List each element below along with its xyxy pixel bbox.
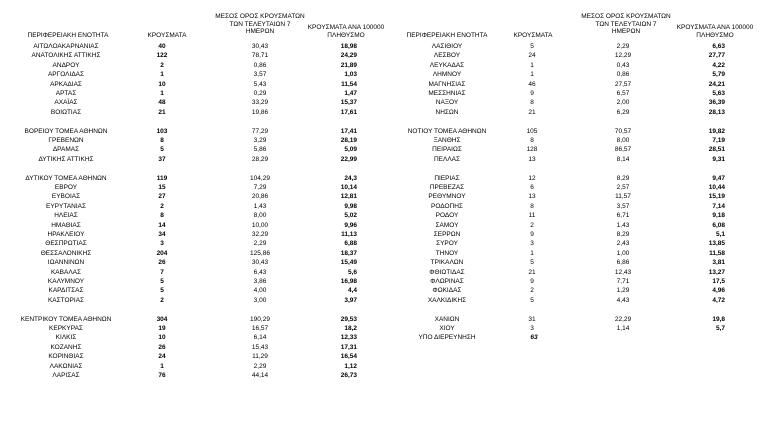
right-region-name: ΡΕΘΥΜΝΟΥ — [428, 193, 466, 201]
left-cases-value: 5 — [160, 287, 164, 295]
left-cases-value: 1 — [160, 90, 164, 97]
left-avg7-value: 7,29 — [253, 184, 267, 191]
left-header-region: ΠΕΡΙΦΕΡΕΙΑΚΗ ΕΝΟΤΗΤΑ — [27, 32, 109, 39]
left-avg7-value: 4,00 — [253, 287, 267, 295]
right-region-name: ΤΡΙΚΑΛΩΝ — [430, 259, 464, 267]
left-cases-value: 8 — [160, 212, 164, 220]
right-cases-value: 105 — [526, 127, 538, 135]
right-per100k-value: 11,58 — [709, 249, 725, 257]
left-avg7-value: 104,29 — [250, 174, 270, 182]
right-cases-value: 5 — [530, 296, 534, 304]
left-per100k-value: 18,98 — [340, 43, 357, 50]
left-region-name: ΑΡΤΑΣ — [55, 90, 77, 97]
left-avg7-value: 32,29 — [251, 231, 269, 238]
left-avg7-value: 20,86 — [251, 193, 269, 201]
left-per100k-value: 5,02 — [344, 212, 357, 220]
left-avg7-value: 33,29 — [251, 99, 269, 107]
right-per100k-value: 28,13 — [708, 108, 725, 116]
right-region-name: ΠΕΙΡΑΙΩΣ — [432, 146, 462, 154]
right-cases-value: 1 — [530, 249, 534, 257]
right-cases-value: 5 — [530, 259, 534, 267]
right-header-region: ΠΕΡΙΦΕΡΕΙΑΚΗ ΕΝΟΤΗΤΑ — [406, 32, 488, 39]
left-per100k-value: 1,03 — [344, 71, 357, 79]
right-cases-value: 21 — [528, 268, 536, 276]
left-cases-value: 204 — [156, 249, 168, 257]
left-region-name: ΕΒΡΟΥ — [54, 184, 78, 191]
left-cases-value: 15 — [158, 184, 166, 191]
left-avg7-value: 44,14 — [251, 372, 269, 379]
right-cases-value: 2 — [530, 221, 534, 229]
right-avg7-value: 8,29 — [616, 174, 630, 182]
left-per100k-value: 1,47 — [344, 90, 357, 97]
left-per100k-value: 16,54 — [340, 353, 357, 361]
left-avg7-value: 1,43 — [253, 202, 267, 210]
right-per100k-value: 24,21 — [708, 80, 725, 88]
left-cases-value: 122 — [156, 52, 168, 60]
right-avg7-value: 12,29 — [614, 52, 632, 60]
left-cases-value: 34 — [158, 231, 166, 238]
right-cases-value: 24 — [528, 52, 536, 60]
left-cases-value: 24 — [158, 353, 166, 361]
right-region-name: ΝΑΞΟΥ — [435, 99, 459, 107]
right-per100k-value: 27,77 — [708, 52, 725, 60]
left-region-name: ΚΟΡΙΝΘΙΑΣ — [48, 353, 84, 361]
right-region-name: ΣΥΡΟΥ — [436, 240, 458, 248]
right-cases-value: 63 — [530, 334, 538, 342]
right-region-name: ΤΗΝΟΥ — [435, 249, 459, 257]
right-avg7-value: 70,57 — [614, 127, 632, 135]
right-avg7-value: 8,14 — [616, 155, 630, 163]
right-avg7-value: 3,57 — [616, 202, 630, 210]
right-region-name: ΠΕΛΛΑΣ — [433, 155, 461, 163]
left-cases-value: 5 — [160, 278, 164, 285]
right-per100k-value: 4,96 — [712, 287, 725, 295]
right-region-name: ΦΛΩΡΙΝΑΣ — [430, 278, 464, 285]
left-cases-value: 304 — [156, 315, 168, 323]
right-avg7-value: 2,29 — [616, 43, 630, 50]
left-cases-value: 48 — [158, 99, 166, 107]
right-cases-value: 9 — [530, 231, 534, 238]
left-cases-value: 37 — [158, 155, 166, 163]
right-region-name: ΝΟΤΙΟΥ ΤΟΜΕΑ ΑΘΗΝΩΝ — [407, 127, 487, 135]
left-cases-value: 1 — [160, 71, 164, 79]
right-avg7-value: 7,71 — [616, 278, 630, 285]
right-per100k-value: 9,18 — [712, 212, 725, 220]
right-region-name: ΡΟΔΟΥ — [435, 212, 459, 220]
right-avg7-value: 22,29 — [614, 315, 632, 323]
right-cases-value: 9 — [530, 278, 534, 285]
left-region-name: ΚΑΛΥΜΝΟΥ — [47, 278, 85, 285]
right-avg7-value: 1,14 — [616, 325, 630, 332]
right-per100k-value: 3,81 — [712, 259, 725, 267]
left-header-cases: ΚΡΟΥΣΜΑΤΑ — [147, 32, 187, 39]
right-per100k-value: 5,79 — [712, 71, 725, 79]
right-avg7-value: 2,43 — [616, 240, 630, 248]
right-cases-value: 46 — [528, 80, 536, 88]
left-cases-value: 14 — [158, 221, 166, 229]
right-per100k-value: 13,85 — [708, 240, 725, 248]
left-per100k-value: 21,89 — [340, 61, 357, 69]
left-region-name: ΕΥΒΟΙΑΣ — [51, 193, 81, 201]
right-per100k-value: 13,27 — [708, 268, 725, 276]
left-per100k-value: 17,31 — [340, 343, 357, 351]
right-region-name: ΛΑΣΙΘΙΟΥ — [431, 43, 463, 50]
right-region-name: ΦΩΚΙΔΑΣ — [432, 287, 462, 295]
left-header-per100k — [296, 24, 396, 39]
left-per100k-value: 9,98 — [344, 202, 357, 210]
left-region-name: ΕΥΡΥΤΑΝΙΑΣ — [45, 202, 87, 210]
right-per100k-value: 36,39 — [708, 99, 725, 107]
left-per100k-value: 6,88 — [344, 240, 357, 248]
left-avg7-value: 11,29 — [252, 353, 268, 361]
right-avg7-value: 6,57 — [616, 90, 630, 97]
right-header-per100k-line2: ΠΛΗΘΥΣΜΟ — [696, 31, 734, 39]
right-cases-value: 8 — [530, 137, 534, 144]
right-cases-value: 5 — [530, 43, 534, 50]
right-per100k-value: 15,19 — [708, 193, 725, 201]
right-cases-value: 6 — [530, 184, 534, 191]
left-region-name: ΗΜΑΘΙΑΣ — [51, 221, 81, 229]
left-region-name: ΘΕΣΣΑΛΟΝΙΚΗΣ — [40, 249, 92, 257]
right-avg7-value: 4,43 — [616, 296, 630, 304]
right-region-name: ΧΑΛΚΙΔΙΚΗΣ — [427, 296, 467, 304]
left-avg7-value: 3,57 — [253, 71, 267, 79]
left-cases-value: 19 — [158, 325, 166, 332]
left-per100k-value: 1,12 — [344, 362, 357, 370]
left-per100k-value: 11,13 — [341, 231, 357, 238]
left-avg7-value: 5,86 — [253, 146, 267, 154]
left-cases-value: 26 — [158, 259, 166, 267]
right-cases-value: 13 — [528, 155, 536, 163]
right-region-name: ΛΕΣΒΟΥ — [433, 52, 461, 60]
right-cases-value: 1 — [530, 61, 534, 69]
right-region-name: ΜΕΣΣΗΝΙΑΣ — [428, 90, 466, 97]
right-avg7-value: 6,86 — [616, 259, 630, 267]
right-avg7-value: 27,57 — [614, 80, 632, 88]
left-region-name: ΔΡΑΜΑΣ — [52, 146, 80, 154]
left-avg7-value: 16,57 — [251, 325, 269, 332]
right-avg7-value: 86,57 — [614, 146, 632, 154]
left-avg7-value: 2,29 — [253, 240, 267, 248]
left-region-name: ΚΟΖΑΝΗΣ — [50, 343, 82, 351]
right-per100k-value: 9,47 — [712, 174, 725, 182]
right-avg7-value: 8,00 — [616, 137, 630, 144]
right-header-per100k — [660, 24, 770, 39]
left-region-name: ΔΥΤΙΚΟΥ ΤΟΜΕΑ ΑΘΗΝΩΝ — [25, 174, 107, 182]
left-avg7-value: 6,14 — [253, 334, 267, 342]
right-per100k-value: 4,72 — [712, 296, 725, 304]
left-avg7-value: 10,00 — [251, 221, 269, 229]
left-per100k-value: 16,98 — [340, 278, 357, 285]
left-per100k-value: 17,41 — [340, 127, 357, 135]
right-per100k-value: 28,51 — [708, 146, 725, 154]
right-avg7-value: 2,57 — [616, 184, 630, 191]
left-region-name: ΗΡΑΚΛΕΙΟΥ — [47, 231, 85, 238]
left-per100k-value: 12,33 — [340, 334, 357, 342]
left-region-name: ΗΛΕΙΑΣ — [54, 212, 78, 220]
left-avg7-value: 5,43 — [253, 80, 267, 88]
left-header-avg7-line3: ΗΜΕΡΩΝ — [245, 28, 275, 36]
right-cases-value: 12 — [528, 174, 536, 182]
left-per100k-value: 5,09 — [344, 146, 357, 154]
left-region-name: ΘΕΣΠΡΩΤΙΑΣ — [45, 240, 87, 248]
right-cases-value: 31 — [528, 315, 536, 323]
right-per100k-value: 4,22 — [712, 61, 725, 69]
right-header-avg7-line3: ΗΜΕΡΩΝ — [611, 28, 641, 36]
left-avg7-value: 30,43 — [251, 43, 269, 50]
right-region-name: ΜΑΓΝΗΣΙΑΣ — [428, 80, 466, 88]
right-avg7-value: 8,29 — [616, 231, 630, 238]
left-per100k-value: 17,61 — [340, 108, 357, 116]
right-cases-value: 11 — [528, 212, 536, 220]
left-cases-value: 7 — [160, 268, 164, 276]
right-per100k-value: 6,08 — [712, 221, 725, 229]
right-region-name: ΠΙΕΡΙΑΣ — [434, 174, 460, 182]
right-region-name: ΝΗΣΩΝ — [435, 108, 459, 116]
right-per100k-value: 17,5 — [712, 278, 725, 285]
left-cases-value: 2 — [160, 61, 164, 69]
right-avg7-value: 12,43 — [614, 268, 632, 276]
right-avg7-value: 11,57 — [615, 193, 631, 201]
right-cases-value: 8 — [530, 99, 534, 107]
left-avg7-value: 30,43 — [251, 259, 269, 267]
left-cases-value: 103 — [156, 127, 168, 135]
left-cases-value: 21 — [158, 108, 166, 116]
right-region-name: ΣΕΡΡΩΝ — [433, 231, 461, 238]
right-per100k-value: 9,31 — [712, 155, 725, 163]
left-avg7-value: 0,86 — [253, 61, 267, 69]
left-per100k-value: 5,6 — [347, 268, 357, 276]
right-region-name: ΦΘΙΩΤΙΔΑΣ — [429, 268, 465, 276]
left-cases-value: 3 — [160, 240, 164, 248]
left-region-name: ΑΝΑΤΟΛΙΚΗΣ ΑΤΤΙΚΗΣ — [31, 52, 101, 60]
left-avg7-value: 3,86 — [253, 278, 267, 285]
left-region-name: ΑΧΑΪΑΣ — [54, 99, 78, 107]
right-region-name: ΠΡΕΒΕΖΑΣ — [429, 184, 465, 191]
left-per100k-value: 15,49 — [340, 259, 357, 267]
right-per100k-value: 19,8 — [712, 315, 725, 323]
left-avg7-value: 2,29 — [253, 362, 267, 370]
left-cases-value: 1 — [160, 362, 164, 370]
right-per100k-value: 5,1 — [715, 231, 725, 238]
left-cases-value: 119 — [156, 174, 168, 182]
right-region-name: ΧΙΟΥ — [439, 325, 455, 332]
left-per100k-value: 10,14 — [340, 184, 357, 191]
right-cases-value: 3 — [530, 325, 534, 332]
left-per100k-value: 3,97 — [344, 296, 357, 304]
right-avg7-value: 1,43 — [616, 221, 630, 229]
left-avg7-value: 3,29 — [253, 137, 267, 144]
left-cases-value: 2 — [160, 296, 164, 304]
left-cases-value: 26 — [158, 343, 166, 351]
right-cases-value: 3 — [530, 240, 534, 248]
left-avg7-value: 0,29 — [253, 90, 267, 97]
right-region-name: ΣΑΜΟΥ — [435, 221, 459, 229]
left-avg7-value: 77,29 — [251, 127, 269, 135]
right-cases-value: 128 — [526, 146, 538, 154]
left-region-name: ΓΡΕΒΕΝΩΝ — [48, 137, 84, 144]
right-per100k-value: 7,14 — [712, 202, 725, 210]
right-header-avg7-line2: ΤΩΝ ΤΕΛΕΥΤΑΙΩΝ 7 — [595, 20, 657, 28]
left-avg7-value: 78,71 — [251, 52, 269, 60]
right-cases-value: 1 — [530, 71, 534, 79]
left-per100k-value: 22,99 — [340, 155, 357, 163]
right-header-avg7-line1: ΜΕΣΟΣ ΟΡΟΣ ΚΡΟΥΣΜΑΤΩΝ — [581, 13, 671, 20]
right-region-name: ΛΕΥΚΑΔΑΣ — [429, 61, 465, 69]
left-per100k-value: 18,37 — [340, 249, 357, 257]
left-per100k-value: 15,37 — [340, 99, 357, 107]
left-per100k-value: 24,29 — [340, 52, 357, 60]
left-cases-value: 8 — [160, 137, 164, 144]
left-region-name: ΒΟΡΕΙΟΥ ΤΟΜΕΑ ΑΘΗΝΩΝ — [24, 127, 108, 135]
left-per100k-value: 26,73 — [340, 372, 357, 379]
right-avg7-value: 0,43 — [616, 61, 630, 69]
left-region-name: ΔΥΤΙΚΗΣ ΑΤΤΙΚΗΣ — [38, 155, 94, 163]
right-region-name: ΥΠΟ ΔΙΕΡΕΥΝΗΣΗ — [418, 334, 476, 342]
left-cases-value: 10 — [158, 80, 166, 88]
right-per100k-value: 5,63 — [712, 90, 725, 97]
left-header-avg7-line1: ΜΕΣΟΣ ΟΡΟΣ ΚΡΟΥΣΜΑΤΩΝ — [215, 13, 305, 20]
right-region-name: ΧΑΝΙΩΝ — [434, 315, 460, 323]
left-cases-value: 2 — [160, 202, 164, 210]
left-cases-value: 76 — [158, 372, 166, 379]
left-region-name: ΑΙΤΩΛΟΑΚΑΡΝΑΝΙΑΣ — [33, 43, 99, 50]
left-avg7-value: 3,00 — [253, 296, 267, 304]
right-cases-value: 8 — [530, 202, 534, 210]
left-avg7-value: 19,86 — [251, 108, 269, 116]
left-avg7-value: 15,43 — [251, 343, 269, 351]
right-per100k-value: 19,82 — [708, 127, 725, 135]
left-region-name: ΚΑΡΔΙΤΣΑΣ — [48, 287, 84, 295]
right-header-per100k-line1: ΚΡΟΥΣΜΑΤΑ ΑΝΑ 100000 — [676, 24, 754, 31]
left-region-name: ΙΩΑΝΝΙΝΩΝ — [47, 259, 85, 267]
left-region-name: ΚΙΛΚΙΣ — [55, 334, 77, 342]
left-avg7-value: 6,43 — [253, 268, 267, 276]
left-per100k-value: 24,3 — [344, 174, 357, 182]
left-per100k-value: 9,96 — [344, 221, 357, 229]
left-per100k-value: 29,53 — [340, 315, 357, 323]
right-cases-value: 21 — [528, 108, 536, 116]
right-per100k-value: 10,44 — [708, 184, 725, 191]
left-region-name: ΚΑΣΤΟΡΙΑΣ — [47, 296, 85, 304]
right-per100k-value: 5,7 — [715, 325, 725, 332]
left-avg7-value: 8,00 — [253, 212, 267, 220]
right-per100k-value: 7,19 — [712, 137, 725, 144]
left-per100k-value: 18,2 — [344, 325, 357, 332]
right-cases-value: 13 — [528, 193, 536, 201]
right-avg7-value: 2,00 — [616, 99, 630, 107]
right-per100k-value: 6,63 — [712, 43, 725, 50]
left-per100k-value: 11,54 — [341, 80, 357, 88]
left-avg7-value: 190,29 — [250, 315, 270, 323]
left-per100k-value: 28,19 — [340, 137, 357, 144]
left-region-name: ΚΕΡΚΥΡΑΣ — [49, 325, 83, 332]
left-avg7-value: 28,29 — [251, 155, 269, 163]
right-cases-value: 9 — [530, 90, 534, 97]
right-avg7-value: 6,29 — [616, 108, 630, 116]
left-region-name: ΚΕΝΤΡΙΚΟΥ ΤΟΜΕΑ ΑΘΗΝΩΝ — [20, 315, 112, 323]
right-region-name: ΡΟΔΟΠΗΣ — [431, 202, 463, 210]
right-region-name: ΛΗΜΝΟΥ — [432, 71, 462, 79]
left-cases-value: 10 — [158, 334, 166, 342]
right-avg7-value: 1,29 — [616, 287, 630, 295]
right-avg7-value: 6,71 — [616, 212, 630, 220]
left-region-name: ΛΑΡΙΣΑΣ — [52, 372, 80, 379]
left-header-per100k-line1: ΚΡΟΥΣΜΑΤΑ ΑΝΑ 100000 — [307, 24, 385, 31]
left-header-avg7-line2: ΤΩΝ ΤΕΛΕΥΤΑΙΩΝ 7 — [229, 20, 291, 28]
left-cases-value: 40 — [158, 43, 166, 50]
right-header-cases: ΚΡΟΥΣΜΑΤΑ — [513, 32, 553, 39]
left-per100k-value: 4,4 — [347, 287, 357, 295]
left-region-name: ΛΑΚΩΝΙΑΣ — [49, 362, 83, 370]
left-cases-value: 27 — [158, 193, 166, 201]
left-region-name: ΒΟΙΩΤΙΑΣ — [50, 108, 82, 116]
left-per100k-value: 12,81 — [340, 193, 357, 201]
right-cases-value: 2 — [530, 287, 534, 295]
left-region-name: ΚΑΒΑΛΑΣ — [50, 268, 82, 276]
left-region-name: ΑΡΓΟΛΙΔΑΣ — [47, 71, 85, 79]
left-region-name: ΑΡΚΑΔΙΑΣ — [50, 80, 82, 88]
left-region-name: ΑΝΔΡΟΥ — [52, 61, 80, 69]
right-avg7-value: 0,86 — [616, 71, 630, 79]
left-avg7-value: 125,86 — [250, 249, 270, 257]
left-header-per100k-line2: ΠΛΗΘΥΣΜΟ — [327, 31, 365, 39]
left-cases-value: 5 — [160, 146, 164, 154]
right-region-name: ΞΑΝΘΗΣ — [433, 137, 461, 144]
right-avg7-value: 1,00 — [616, 249, 630, 257]
